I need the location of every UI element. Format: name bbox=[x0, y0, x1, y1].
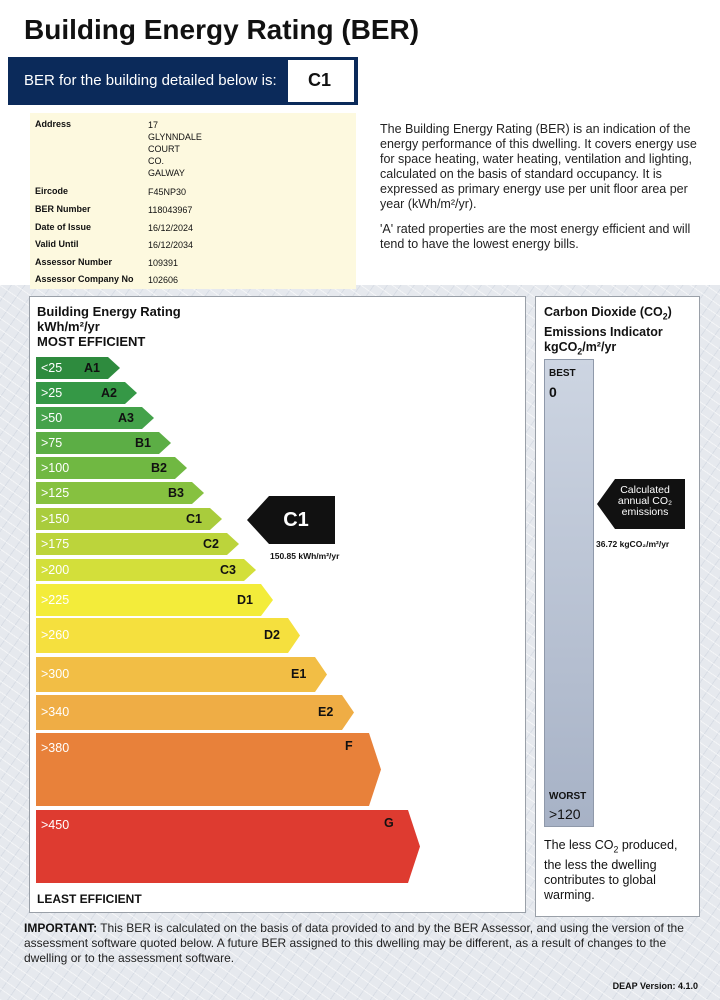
rating-band-shape bbox=[36, 657, 327, 692]
rating-band-a1 bbox=[36, 357, 120, 379]
rating-title-line: Building Energy Rating bbox=[37, 304, 181, 319]
detail-value: 16/12/2024 bbox=[148, 223, 194, 233]
co2-scale bbox=[544, 359, 594, 827]
rating-band-code: D2 bbox=[264, 628, 280, 642]
rating-band-g bbox=[36, 810, 420, 883]
co2-pointer-line: Calculated bbox=[620, 484, 670, 496]
rating-band-range: >50 bbox=[41, 410, 63, 425]
rating-band-shape bbox=[36, 618, 300, 653]
page-title: Building Energy Rating (BER) bbox=[24, 14, 420, 45]
rating-band-code: E2 bbox=[318, 705, 334, 719]
rating-band-a2 bbox=[36, 382, 137, 404]
important-lead: IMPORTANT: bbox=[24, 921, 98, 935]
least-efficient-label: LEAST EFFICIENT bbox=[37, 892, 142, 906]
co2-title-line-3 bbox=[544, 340, 672, 360]
co2-best-value: 0 bbox=[549, 384, 557, 400]
rating-band-e1 bbox=[36, 657, 327, 692]
ber-result-bar bbox=[8, 57, 358, 105]
rating-band-code: B1 bbox=[135, 435, 151, 450]
detail-value: 118043967 bbox=[148, 205, 193, 215]
co2-pointer-line: emissions bbox=[621, 506, 669, 518]
co2-best-label: BEST bbox=[549, 368, 576, 379]
rating-band-c2 bbox=[36, 533, 239, 555]
detail-value: 102606 bbox=[148, 275, 179, 285]
intro-text bbox=[380, 122, 698, 262]
rating-band-code: A1 bbox=[84, 360, 100, 375]
co2-title-line-2: Emissions Indicator bbox=[544, 324, 663, 339]
rating-band-code: E1 bbox=[291, 667, 307, 681]
rating-band-range: >100 bbox=[41, 460, 70, 475]
co2-worst-label: WORST bbox=[549, 791, 587, 802]
rating-pointer-value: 150.85 kWh/m²/yr bbox=[270, 551, 340, 561]
rating-band-shape bbox=[36, 695, 354, 730]
property-details bbox=[30, 113, 356, 289]
rating-band-code: B2 bbox=[151, 460, 167, 475]
co2-pointer-text bbox=[605, 485, 685, 518]
important-notice bbox=[24, 921, 704, 966]
detail-value: 109391 bbox=[148, 258, 179, 268]
detail-label: Eircode bbox=[35, 186, 69, 196]
rating-band-range: >175 bbox=[41, 536, 70, 551]
rating-band-d1 bbox=[36, 584, 273, 616]
co2-title-sub: 2 bbox=[662, 311, 668, 322]
detail-label: Address bbox=[35, 119, 72, 129]
rating-pointer-code: C1 bbox=[283, 509, 309, 531]
detail-label: Assessor Number bbox=[35, 257, 113, 267]
co2-title-end: ) bbox=[667, 305, 672, 319]
ber-result-value: C1 bbox=[308, 70, 332, 90]
rating-band-e2 bbox=[36, 695, 354, 730]
rating-band-range: >150 bbox=[41, 511, 70, 526]
intro-paragraph-2: 'A' rated properties are the most energy efficient and will tend to have the lowest energy bills. bbox=[380, 222, 691, 251]
most-efficient-label: MOST EFFICIENT bbox=[37, 334, 146, 349]
rating-band-code: C2 bbox=[203, 536, 219, 551]
co2-title-text: Carbon Dioxide (CO bbox=[544, 305, 663, 319]
rating-band-code: G bbox=[384, 816, 394, 830]
rating-band-range: >225 bbox=[41, 592, 70, 607]
rating-band-f bbox=[36, 733, 381, 806]
energy-rating-panel bbox=[29, 296, 526, 913]
co2-note-sub: 2 bbox=[613, 844, 619, 855]
rating-band-code: C1 bbox=[186, 511, 202, 526]
rating-band-d2 bbox=[36, 618, 300, 653]
rating-band-shape bbox=[36, 733, 381, 806]
detail-label: Valid Until bbox=[35, 239, 79, 249]
rating-band-range: >450 bbox=[41, 818, 70, 832]
rating-band-range: >380 bbox=[41, 741, 70, 755]
rating-pointer bbox=[247, 496, 335, 544]
co2-value: 36.72 kgCO₂/m²/yr bbox=[596, 539, 670, 549]
co2-pointer-line: annual CO₂ bbox=[617, 495, 673, 507]
rating-band-code: B3 bbox=[168, 485, 184, 500]
rating-band-range: >200 bbox=[41, 562, 70, 577]
co2-note bbox=[544, 838, 694, 903]
rating-band-shape bbox=[36, 810, 420, 883]
rating-band-code: F bbox=[345, 739, 353, 753]
rating-band-range: >260 bbox=[41, 628, 70, 642]
co2-note-b: produced, the less the dwelling contributes to global warming. bbox=[544, 838, 678, 902]
rating-band-code: A3 bbox=[118, 410, 134, 425]
rating-band-range: >300 bbox=[41, 667, 70, 681]
ber-result-box bbox=[288, 60, 354, 102]
co2-title-line-1 bbox=[544, 305, 672, 325]
rating-band-code: D1 bbox=[237, 592, 253, 607]
co2-panel bbox=[535, 296, 700, 917]
rating-band-c3 bbox=[36, 559, 256, 581]
detail-value: 17 GLYNNDALE COURT CO. GALWAY bbox=[148, 120, 202, 178]
rating-band-b1 bbox=[36, 432, 171, 454]
co2-units-sub: 2 bbox=[577, 346, 583, 356]
rating-band-range: >125 bbox=[41, 485, 70, 500]
rating-band-code: A2 bbox=[101, 385, 117, 400]
rating-band-range: >75 bbox=[41, 435, 63, 450]
co2-note-a: The less CO bbox=[544, 838, 614, 852]
detail-value: F45NP30 bbox=[148, 187, 187, 197]
intro-paragraph-1: The Building Energy Rating (BER) is an indication of the energy performance of this dwelling. It covers energy use for space heating, water heating, ventilation and lighting, calculated on the basis of standard occupancy. It is expressed as primary energy use per unit floor area per year (kWh/m²/yr). bbox=[380, 122, 697, 211]
co2-pointer bbox=[597, 479, 685, 529]
co2-title bbox=[544, 305, 672, 359]
co2-units-a: kgCO bbox=[544, 339, 578, 354]
rating-band-c1 bbox=[36, 508, 222, 530]
co2-worst-value: >120 bbox=[549, 806, 581, 822]
deap-version: DEAP Version: 4.1.0 bbox=[612, 981, 698, 991]
rating-band-range: <25 bbox=[41, 360, 63, 375]
co2-units-b: /m²/yr bbox=[582, 339, 617, 354]
rating-band-range: >25 bbox=[41, 385, 63, 400]
rating-band-b3 bbox=[36, 482, 204, 504]
important-text: This BER is calculated on the basis of data provided to and by the BER Assessor, and using the version of the assessment software quoted below. A future BER assigned to this dwelling may be different, as a result of changes to the dwelling or to the assessment software. bbox=[24, 921, 684, 965]
detail-label: Assessor Company No bbox=[35, 274, 134, 284]
ber-result-label: BER for the building detailed below is: bbox=[24, 72, 277, 89]
rating-band-code: C3 bbox=[220, 562, 236, 577]
detail-label: BER Number bbox=[35, 204, 91, 214]
rating-band-a3 bbox=[36, 407, 154, 429]
rating-band-b2 bbox=[36, 457, 187, 479]
rating-band-range: >340 bbox=[41, 705, 70, 719]
detail-label: Date of Issue bbox=[35, 222, 92, 232]
detail-value: 16/12/2034 bbox=[148, 240, 194, 250]
rating-panel-title bbox=[37, 304, 181, 349]
rating-units-line: kWh/m²/yr bbox=[37, 319, 100, 334]
